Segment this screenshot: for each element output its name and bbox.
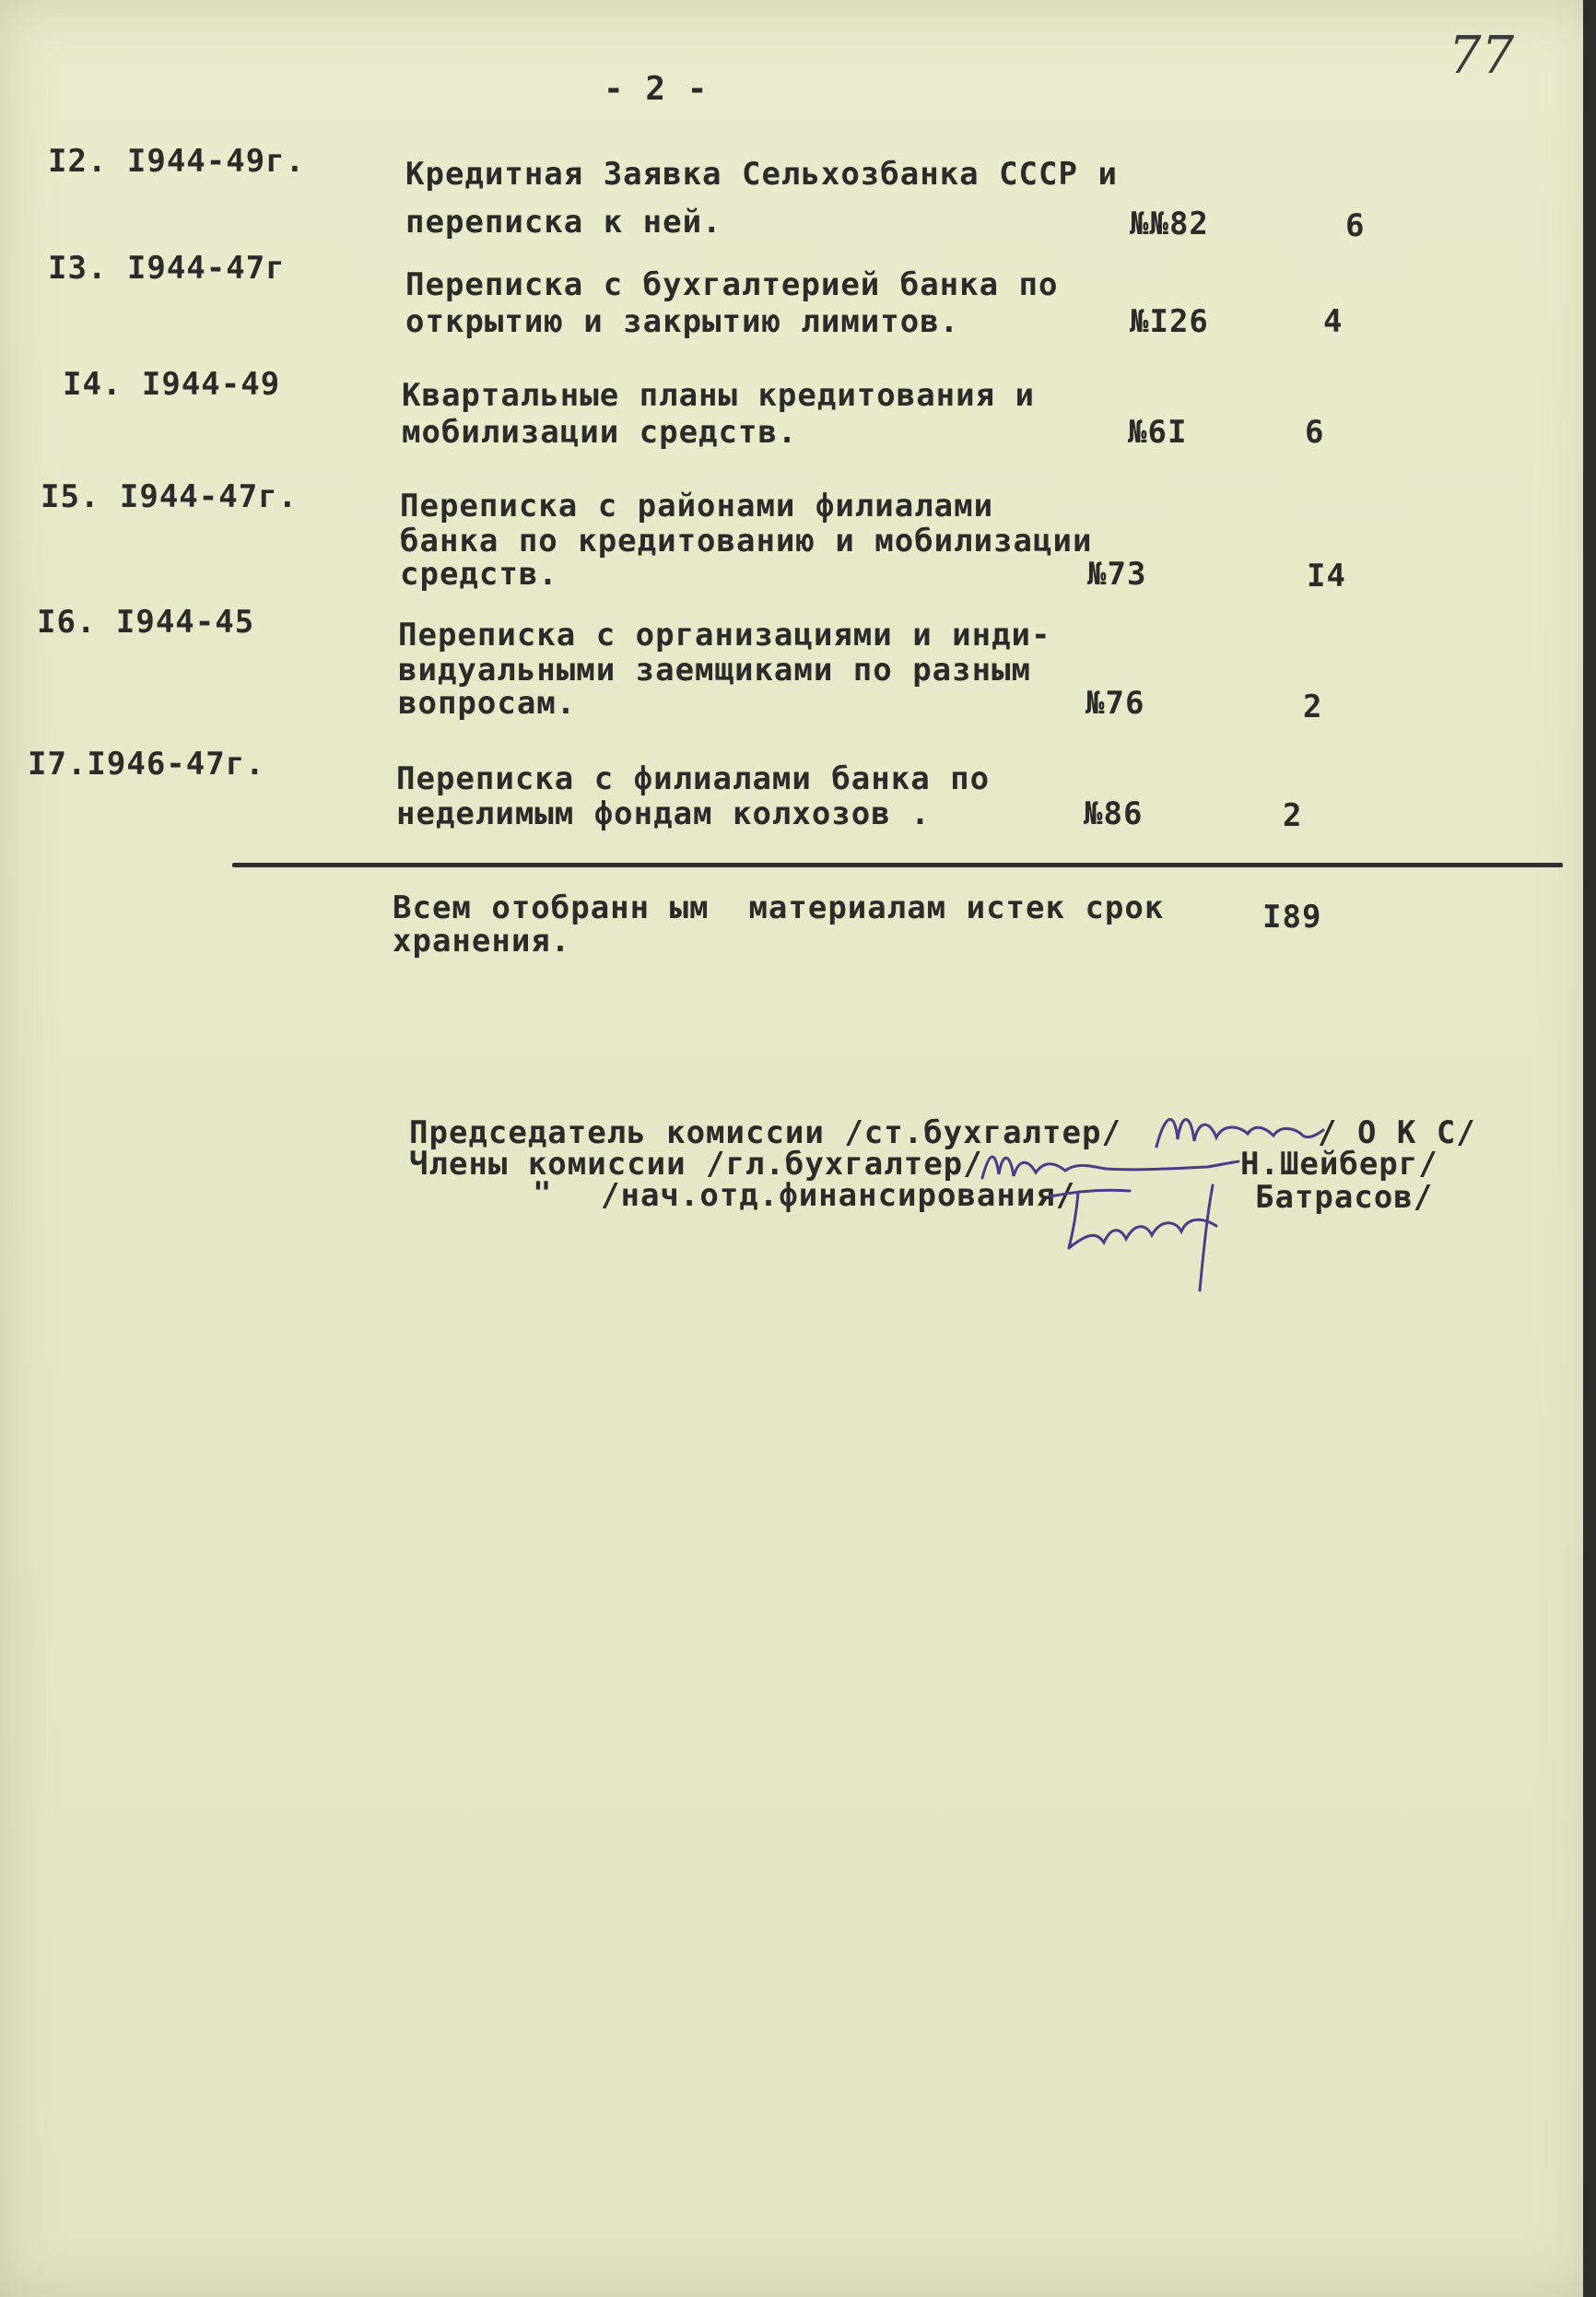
total-text-line: хранения.	[393, 923, 571, 960]
entry-title-line: Переписка с филиалами банка по	[396, 760, 991, 797]
total-text-line: Всем отобранн ым материалам истек срок	[393, 889, 1165, 926]
handwritten-signature-finance	[1041, 1178, 1253, 1298]
entry-number: I6. I944-45	[37, 604, 255, 641]
entry-count: 4	[1323, 303, 1344, 340]
entry-title-line: Квартальные планы кредитования и	[402, 377, 1036, 414]
entry-number: I5. I944-47г.	[41, 478, 299, 515]
entry-number: I7.I946-47г.	[28, 746, 265, 783]
entry-title-line: вопросам.	[398, 685, 577, 722]
page-number: - 2 -	[604, 70, 709, 108]
entry-title-line: Переписка с районами филиалами	[400, 488, 994, 524]
signature-line-members-end: Н.Шейберг/	[1240, 1146, 1438, 1183]
signature-line-chairman: Председатель комиссии /ст.бухгалтер/	[409, 1114, 1121, 1151]
entry-title-line: переписка к ней.	[405, 204, 722, 241]
entry-title-line: Переписка с бухгалтерией банка по	[405, 266, 1059, 303]
signature-line-members: Члены комиссии /гл.бухгалтер/	[409, 1146, 983, 1183]
entry-count: 6	[1345, 207, 1366, 244]
folio-number: 77	[1449, 26, 1515, 86]
entry-count: 2	[1303, 689, 1323, 725]
total-divider	[232, 863, 1563, 867]
entry-ref: №I26	[1130, 303, 1209, 340]
entry-title-line: банка по кредитованию и мобилизации	[400, 523, 1093, 560]
entry-ref: №76	[1086, 685, 1145, 722]
entry-title-line: средств.	[400, 556, 558, 593]
entry-ref: №№82	[1130, 206, 1209, 242]
entry-number: I4. I944-49	[63, 366, 281, 403]
entry-title-line: Кредитная Заявка Сельхозбанка СССР и	[405, 156, 1118, 193]
total-count: I89	[1262, 899, 1322, 936]
signature-line-finance: /нач.отд.финансирования/	[601, 1177, 1076, 1214]
entry-number: I3. I944-47г	[48, 250, 286, 287]
entry-title-line: мобилизации средств.	[402, 414, 798, 451]
signature-line-finance-end: Батрасов/	[1255, 1179, 1434, 1216]
signature-line-chairman-end: / О К С/	[1318, 1114, 1476, 1151]
entry-count: 2	[1283, 797, 1303, 834]
entry-title-line: открытию и закрытию лимитов.	[405, 303, 960, 340]
entry-title-line: видуальными заемщиками по разным	[398, 652, 1032, 689]
entry-number: I2. I944-49г.	[48, 143, 306, 180]
entry-title-line: неделимым фондам колхозов .	[396, 795, 931, 832]
ditto-mark: "	[533, 1175, 553, 1212]
entry-ref: №86	[1084, 795, 1144, 832]
entry-title-line: Переписка с организациями и инди-	[398, 617, 1051, 654]
entry-count: I4	[1307, 558, 1346, 595]
scan-edge	[1583, 0, 1596, 2297]
entry-ref: №73	[1087, 556, 1147, 593]
entry-count: 6	[1305, 414, 1325, 451]
entry-ref: №6I	[1128, 414, 1188, 451]
